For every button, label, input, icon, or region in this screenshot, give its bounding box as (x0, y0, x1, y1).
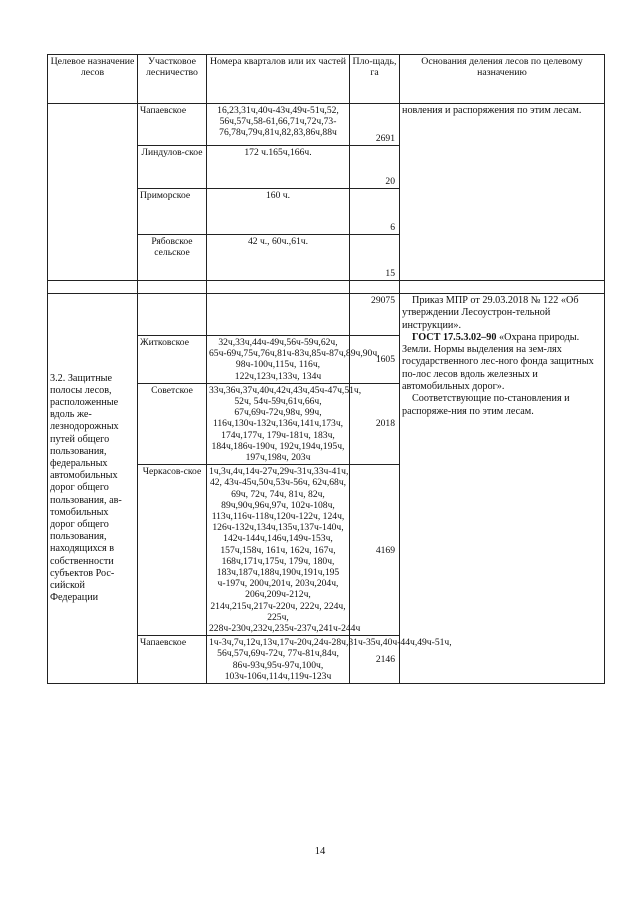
forestry-cell: Советское (138, 383, 207, 464)
gost-title: «Охрана природы. Земли. Нормы выделения на зем-лях государственного лес-ного фонда защитных по-лос лесов вдоль железных и автомобильных дорог». (402, 331, 594, 393)
table-header-row (48, 55, 605, 104)
forestry-cell: Черкасов-ское (138, 465, 207, 636)
area-cell: 2691 (350, 104, 400, 146)
purpose-cell-empty (48, 104, 138, 281)
area-cell: 2146 (350, 636, 400, 684)
header-forestry: Участковое лесничество (138, 55, 207, 104)
forestry-cell-empty (138, 294, 207, 336)
forestry-cell: Чапаевское (138, 636, 207, 684)
area-cell: 1605 (350, 336, 400, 384)
total-area-cell: 29075 (350, 294, 400, 336)
quarters-cell: 33ч,36ч,37ч,40ч,42ч,43ч,45ч-47ч,51ч, 52ч, 54ч-59ч,61ч,66ч, 67ч,69ч-72ч,98ч, 99ч, 116ч,130ч-132ч,136ч,141ч,173ч, 174ч,177ч, 179ч-181ч, 183ч, 184ч,186ч-190ч, 192ч,194ч,195ч, 197ч,198ч, 203ч (207, 383, 350, 464)
quarters-cell: 160 ч. (207, 189, 350, 235)
header-purpose: Целевое назначение лесов (48, 55, 138, 104)
basis-cell (400, 294, 605, 684)
area-cell: 15 (350, 235, 400, 281)
forestry-cell: Линдулов-ское (138, 146, 207, 189)
basis-resolutions: Соответствующие по-становления и распоряже-ния по этим лесам. (402, 393, 570, 417)
quarters-cell: 1ч-3ч,7ч,12ч,13ч,17ч-20ч,24ч-28ч,31ч-35ч,40ч-44ч,49ч-51ч, 56ч,57ч,69ч-72ч, 77ч-81ч,84ч, 86ч-93ч,95ч-97ч,100ч, 103ч-106ч,114ч,119ч-123ч (207, 636, 350, 684)
table-row (48, 104, 605, 146)
header-quarters: Номера кварталов или их частей (207, 55, 350, 104)
forestry-cell: Приморское (138, 189, 207, 235)
basis-order: Приказ МПР от 29.03.2018 № 122 «Об утверждении Лесоустрон-тельной инструкции». (402, 295, 579, 331)
header-basis: Основания деления лесов по целевому назначению (400, 55, 605, 104)
area-cell: 4169 (350, 465, 400, 636)
forestry-cell: Чапаевское (138, 104, 207, 146)
area-cell: 20 (350, 146, 400, 189)
forestry-cell: Рябовское сельское (138, 235, 207, 281)
quarters-cell: 16,23,31ч,40ч-43ч,49ч-51ч,52, 56ч,57ч,58-61,66,71ч,72ч,73-76,78ч,79ч,81ч,82,83,86ч,88ч (207, 104, 350, 146)
quarters-cell: 32ч,33ч,44ч-49ч,56ч-59ч,62ч, 65ч-69ч,75ч,76ч,81ч-83ч,85ч-87ч,89ч,90ч, 98ч-100ч,115ч, 116ч, 122ч,123ч,133ч, 134ч (207, 336, 350, 384)
basis-cell: новления и распоряжения по этим лесам. (400, 104, 605, 281)
quarters-cell: 1ч,3ч,4ч,14ч-27ч,29ч-31ч,33ч-41ч, 42, 43ч-45ч,50ч,53ч-56ч, 62ч,68ч, 69ч, 72ч, 74ч, 81ч, 82ч, 89ч,90ч,96ч,97ч, 102ч-108ч, 113ч,116ч-118ч,120ч-122ч, 124ч, 126ч-132ч,134ч,135ч,137ч-140ч, 142ч-144ч,146ч,149ч-153ч, 157ч,158ч, 161ч, 162ч, 167ч, 168ч,171ч,175ч, 179ч, 180ч, 183ч,187ч,188ч,190ч,191ч,195 ч-197ч, 200ч,201ч, 203ч,204ч, 206ч,209ч-212ч, 214ч,215ч,217ч-220ч, 222ч, 224ч, 225ч, 228ч-230ч,232ч,235ч-237ч,241ч-244ч (207, 465, 350, 636)
page-number: 14 (314, 846, 326, 857)
area-cell: 2018 (350, 383, 400, 464)
quarters-cell: 172 ч.165ч,166ч. (207, 146, 350, 189)
basis-gost (402, 332, 602, 393)
forestry-cell: Житковское (138, 336, 207, 384)
quarters-cell: 42 ч., 60ч.,61ч. (207, 235, 350, 281)
area-cell: 6 (350, 189, 400, 235)
separator-row (48, 281, 605, 294)
forest-division-table (47, 54, 605, 684)
purpose-cell: 3.2. Защитные полосы лесов, расположенные вдоль же-лезнодорожных путей общего пользования, федеральных автомобильных дорог общего пользования, ав-томобильных дорог общего пользования, находящихся в собственности субъектов Рос-сийской Федерации (48, 294, 138, 684)
gost-number: ГОСТ 17.5.3.02–90 (412, 331, 497, 343)
header-area: Пло-щадь, га (350, 55, 400, 104)
table-row-total (48, 294, 605, 336)
quarters-cell-empty (207, 294, 350, 336)
